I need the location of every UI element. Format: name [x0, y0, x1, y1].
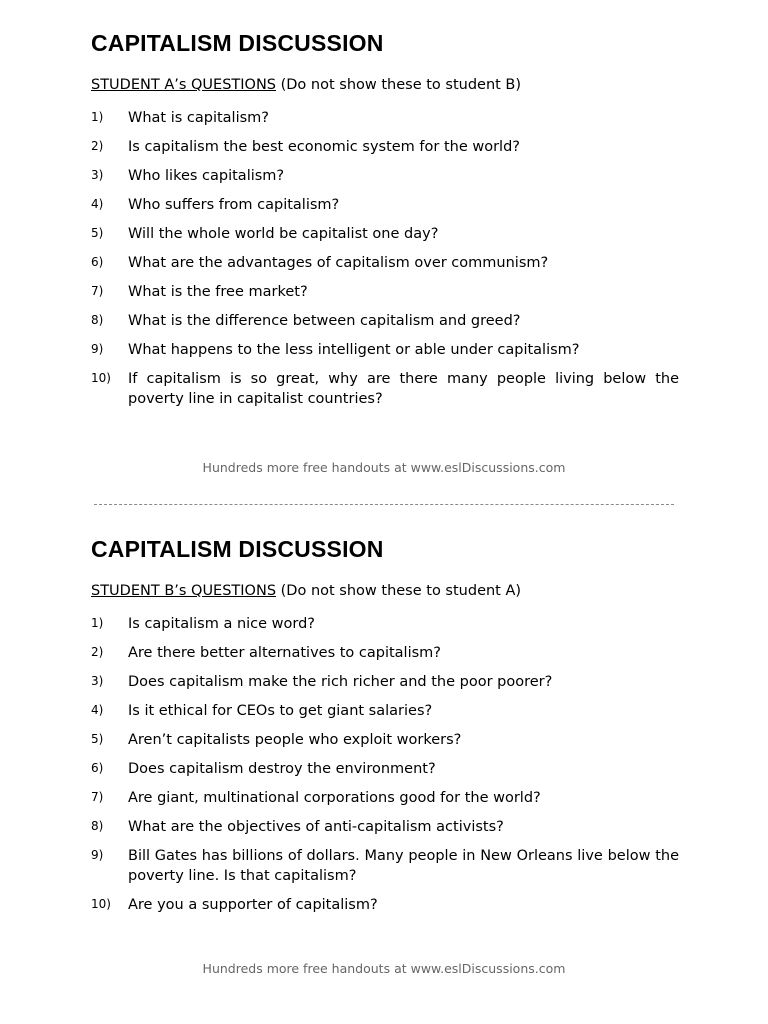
list-item	[91, 896, 679, 916]
list-item	[91, 673, 679, 693]
question-text: Bill Gates has billions of dollars. Many people in New Orleans live below the poverty line. Is that capitalism?	[128, 848, 679, 884]
student-a-sheet	[91, 29, 679, 419]
list-item	[91, 731, 679, 751]
question-number: 5)	[91, 226, 104, 240]
list-item	[91, 615, 679, 635]
page-title: CAPITALISM DISCUSSION	[91, 30, 384, 56]
question-text: What is the free market?	[128, 284, 308, 300]
question-number: 2)	[91, 645, 104, 659]
question-text: Does capitalism make the rich richer and the poor poorer?	[128, 674, 553, 690]
question-text: What is the difference between capitalism and greed?	[128, 313, 521, 329]
question-number: 6)	[91, 761, 104, 775]
question-text: Will the whole world be capitalist one day?	[128, 226, 439, 242]
question-text: Are giant, multinational corporations good for the world?	[128, 790, 541, 806]
list-item	[91, 254, 679, 274]
list-item	[91, 702, 679, 722]
subheading-note: (Do not show these to student B)	[276, 77, 522, 93]
section-subheading	[91, 582, 679, 600]
section-subheading	[91, 76, 679, 94]
list-item	[91, 760, 679, 780]
question-number: 5)	[91, 732, 104, 746]
question-number: 4)	[91, 197, 104, 211]
question-number: 3)	[91, 168, 104, 182]
list-item	[91, 138, 679, 158]
question-text: What are the objectives of anti-capitalism activists?	[128, 819, 504, 835]
list-item	[91, 225, 679, 245]
question-number: 10)	[91, 371, 111, 385]
question-number: 10)	[91, 896, 111, 911]
question-number: 8)	[91, 313, 104, 327]
list-item	[91, 109, 679, 129]
question-text: Who suffers from capitalism?	[128, 197, 340, 213]
question-text: Are you a supporter of capitalism?	[128, 896, 378, 913]
student-b-sheet	[91, 535, 679, 925]
subheading-label: STUDENT A’s QUESTIONS	[91, 77, 276, 93]
list-item	[91, 312, 679, 332]
question-text: Aren’t capitalists people who exploit workers?	[128, 732, 462, 748]
question-number: 3)	[91, 674, 104, 688]
question-text: Is capitalism a nice word?	[128, 616, 315, 632]
subheading-note: (Do not show these to student A)	[276, 583, 522, 599]
list-item	[91, 167, 679, 187]
question-number: 7)	[91, 790, 104, 804]
question-text: Who likes capitalism?	[128, 168, 285, 184]
list-item	[91, 818, 679, 838]
footer-credit: Hundreds more free handouts at www.eslDiscussions.com	[202, 460, 566, 475]
question-number: 1)	[91, 616, 104, 630]
question-text: Does capitalism destroy the environment?	[128, 761, 436, 777]
question-number: 9)	[91, 848, 104, 862]
question-text: What is capitalism?	[128, 110, 269, 126]
question-text: Is it ethical for CEOs to get giant salaries?	[128, 703, 433, 719]
footer-credit: Hundreds more free handouts at www.eslDiscussions.com	[202, 961, 566, 976]
question-list	[91, 615, 679, 915]
cut-line-divider	[94, 504, 674, 505]
list-item	[91, 341, 679, 361]
question-text: What are the advantages of capitalism over communism?	[128, 255, 549, 271]
question-number: 4)	[91, 703, 104, 717]
subheading-label: STUDENT B’s QUESTIONS	[91, 583, 277, 599]
question-number: 1)	[91, 110, 104, 124]
question-number: 7)	[91, 284, 104, 298]
list-item	[91, 644, 679, 664]
question-list	[91, 109, 679, 409]
question-number: 8)	[91, 819, 104, 833]
question-text: If capitalism is so great, why are there many people living below the poverty line in capitalist countries?	[128, 371, 679, 407]
question-number: 9)	[91, 342, 104, 356]
question-text: Is capitalism the best economic system for the world?	[128, 139, 520, 155]
question-number: 6)	[91, 255, 104, 269]
list-item	[91, 370, 679, 409]
list-item	[91, 196, 679, 216]
question-text: Are there better alternatives to capitalism?	[128, 645, 441, 661]
list-item	[91, 789, 679, 809]
page-title: CAPITALISM DISCUSSION	[91, 536, 384, 562]
question-text: What happens to the less intelligent or able under capitalism?	[128, 342, 580, 358]
list-item	[91, 847, 679, 886]
list-item	[91, 283, 679, 303]
question-number: 2)	[91, 139, 104, 153]
